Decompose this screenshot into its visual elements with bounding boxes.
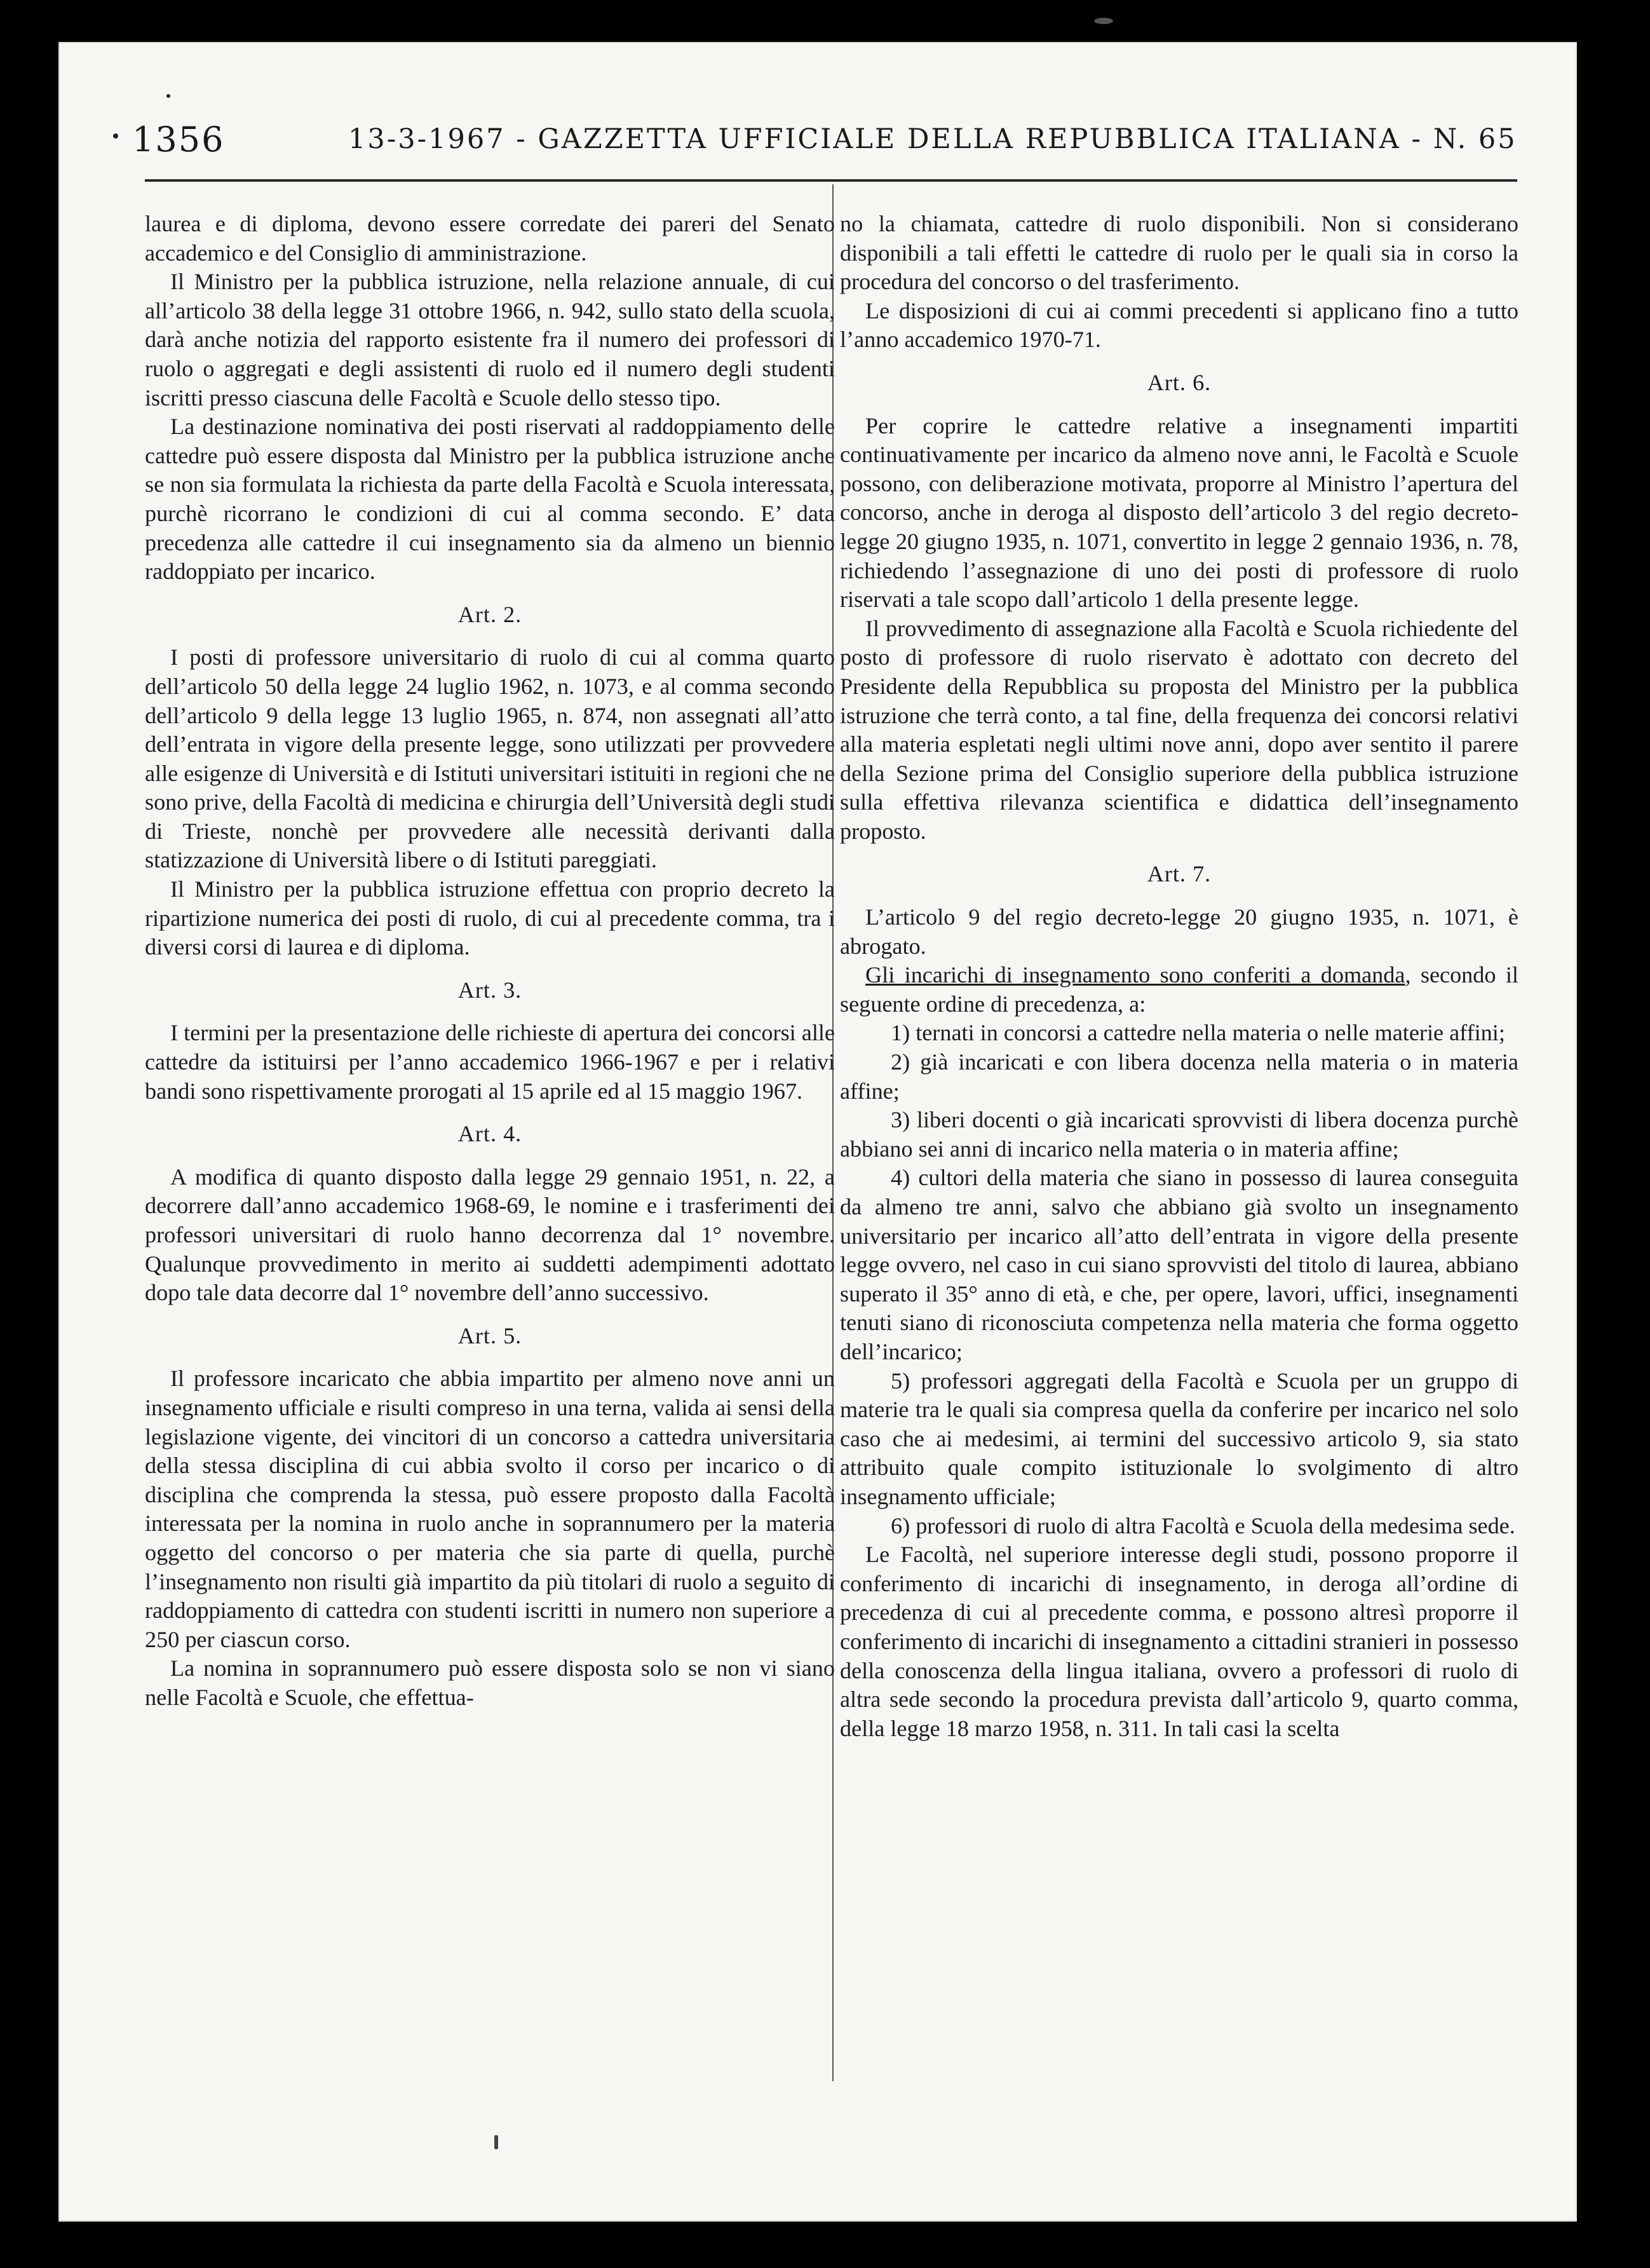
article-heading: Art. 6. [1147,369,1212,395]
paragraph: Il Ministro per la pubblica istruzione, nella relazione annuale, di cui all’articolo 38 della legge 31 ottobre 1966, n. 942, sullo stato della scuola, darà anche notizia del rapporto esistente fra il numero dei professori di ruolo o aggregati e degli assistenti di ruolo ed il numero degli studenti iscritti presso ciascuna delle Facoltà e Scuole dello stesso tipo. [145,269,835,411]
right-column [840,210,1518,1743]
paragraph: laurea e di diploma, devono essere corredate dei pareri del Senato accademico e del Consiglio di amministrazione. [145,211,835,266]
paragraph: no la chiamata, cattedre di ruolo disponibili. Non si considerano disponibili a tali effetti le cattedre di ruolo per le quali sia in corso la procedura del concorso o del trasferimento. [840,211,1518,295]
paragraph: Le Facoltà, nel superiore interesse degli studi, possono proporre il conferimento di incarichi di insegnamento, in deroga all’ordine di precedenza di cui al precedente comma, e possono altresì proporre il conferimento di incarichi di insegnamento a cittadini stranieri in possesso della conoscenza della lingua italiana, ovvero a professori di ruolo di altra sede secondo la procedura prevista dall’articolo 9, quarto comma, della legge 18 marzo 1958, n. 311. In tali casi la scelta [840,1542,1518,1741]
paragraph [840,961,1518,1019]
article-heading: Art. 7. [1147,861,1212,887]
paragraph: A modifica di quanto disposto dalla legge 29 gennaio 1951, n. 22, a decorrere dall’anno accademico 1968-69, le nomine e i trasferimenti dei professori universitari di ruolo hanno decorrenza dal 1° novembre. Qualunque provvedimento in merito ai suddetti adempimenti adottato dopo tale data decorre dal 1° novembre dell’anno successivo. [145,1164,835,1306]
header-rule [145,179,1517,182]
paragraph: I posti di professore universitario di ruolo di cui al comma quarto dell’articolo 50 della legge 24 luglio 1962, n. 1073, e al comma secondo dell’articolo 9 della legge 13 luglio 1965, n. 874, non assegnati all’atto dell’entrata in vigore della presente legge, sono utilizzati per provvedere alle esigenze di Università e di Istituti universitari istituiti in regioni che ne sono prive, della Facoltà di medicina e chirurgia dell’Università degli studi di Trieste, nonchè per provvedere alle necessità derivanti dalla statizzazione di Università libere o di Istituti pareggiati. [145,644,835,873]
article-heading: Art. 4. [457,1121,522,1147]
gazette-header-title: 13-3-1967 - GAZZETTA UFFICIALE DELLA REPUBBLICA ITALIANA - N. 65 [348,123,1517,155]
list-item: 1) ternati in concorsi a cattedre nella materia o nelle materie affini; [891,1020,1505,1046]
paragraph: La nomina in soprannumero può essere disposta solo se non vi siano nelle Facoltà e Scuole, che effettua- [145,1655,835,1710]
scan-speck [166,94,170,98]
paragraph: I termini per la presentazione delle richieste di apertura dei concorsi alle cattedre da istituirsi per l’anno accademico 1966-1967 e per i relativi bandi sono rispettivamente prorogati al 15 aprile ed al 15 maggio 1967. [145,1020,835,1104]
paragraph: Per coprire le cattedre relative a insegnamenti impartiti continuativamente per incarico da almeno nove anni, le Facoltà e Scuole possono, con deliberazione motivata, proporre al Ministro l’apertura del concorso, anche in deroga al disposto dell’articolo 3 del regio decreto-legge 20 giugno 1935, n. 1071, convertito in legge 2 gennaio 1936, n. 78, richiedendo l’assegnazione di uno dei posti di professore di ruolo riservati a tale scopo dall’articolo 1 della presente legge. [840,412,1518,613]
list-item: 4) cultori della materia che siano in possesso di laurea conseguita da almeno tre anni, salvo che abbiano già svolto un insegnamento universitario per incarico all’atto dell’entrata in vigore della presente legge ovvero, nel caso in cui siano sprovvisti del titolo di laurea, abbiano superato il 35° anno di età, e che, per opere, lavori, uffici, insegnamenti tenuti siano di riconosciuta competenza nella materia che forma oggetto dell’incarico; [840,1165,1518,1364]
list-item: 3) liberi docenti o già incaricati sprovvisti di libera docenza purchè abbiano sei anni di incarico nella materia o in materia affine; [840,1107,1518,1162]
paragraph: Il provvedimento di assegnazione alla Facoltà e Scuola richiedente del posto di professore di ruolo riservato è adottato con decreto del Presidente della Repubblica su proposta del Ministro per la pubblica istruzione che terrà conto, a tal fine, della frequenza dei concorsi relativi alla materia espletati negli ultimi nove anni, dopo aver sentito il parere della Sezione prima del Consiglio superiore della pubblica istruzione sulla effettiva rilevanza scientifica e didattica dell’insegnamento proposto. [840,615,1518,844]
list-item: 6) professori di ruolo di altra Facoltà e Scuola della medesima sede. [891,1512,1515,1538]
page-number: 1356 [132,119,225,160]
paragraph: La destinazione nominativa dei posti riservati al raddoppiamento delle cattedre può essere disposta dal Ministro per la pubblica istruzione anche se non sia formulata la richiesta da parte della Facoltà e Scuola interessata, purchè ricorrano le condizioni di cui al comma secondo. E’ data precedenza alle cattedre il cui insegnamento sia da almeno un biennio raddoppiato per incarico. [145,414,835,585]
scan-speck [1094,18,1113,24]
article-heading: Art. 2. [457,601,522,627]
paragraph: Il Ministro per la pubblica istruzione effettua con proprio decreto la ripartizione numerica dei posti di ruolo, di cui al precedente comma, tra i diversi corsi di laurea e di diploma. [145,876,835,960]
paragraph: Le disposizioni di cui ai commi precedenti si applicano fino a tutto l’anno accademico 1970-71. [840,297,1518,353]
paragraph-text: , secondo il seguente ordine di precedenza, a: [840,962,1518,1017]
article-heading: Art. 5. [457,1322,522,1348]
article-heading: Art. 3. [457,977,522,1003]
list-item: 2) già incaricati e con libera docenza nella materia o in materia affine; [840,1049,1518,1104]
scan-speck [494,2135,498,2149]
underlined-text: Gli incarichi di insegnamento sono conferiti a domanda [865,962,1405,988]
paragraph: L’articolo 9 del regio decreto-legge 20 giugno 1935, n. 1071, è abrogato. [840,904,1518,959]
left-column [145,210,835,1713]
page-header [132,119,1517,177]
list-item: 5) professori aggregati della Facoltà e Scuola per un gruppo di materie tra le quali sia compresa quella da conferire per incarico nel solo caso che ai medesimi, ai termini del successivo articolo 9, sia stato attribuito quale compito istituzionale lo svolgimento di altro insegnamento ufficiale; [840,1368,1518,1509]
scan-speck [113,133,118,139]
paragraph: Il professore incaricato che abbia impartito per almeno nove anni un insegnamento ufficiale e risulti compreso in una terna, valida ai sensi della legislazione vigente, dei vincitori di un concorso a cattedra universitaria della stessa disciplina di cui abbia svolto il corso per incarico o di disciplina che comprenda la stessa, può essere proposto dalla Facoltà interessata per la nomina in ruolo anche in soprannumero per la materia oggetto del concorso o per materia che sia parte di quella, purchè l’insegnamento non risulti già impartito da più titolari di ruolo a seguito di raddoppiamento di cattedra con studenti iscritti in numero non superiore a 250 per ciascun corso. [145,1366,835,1652]
